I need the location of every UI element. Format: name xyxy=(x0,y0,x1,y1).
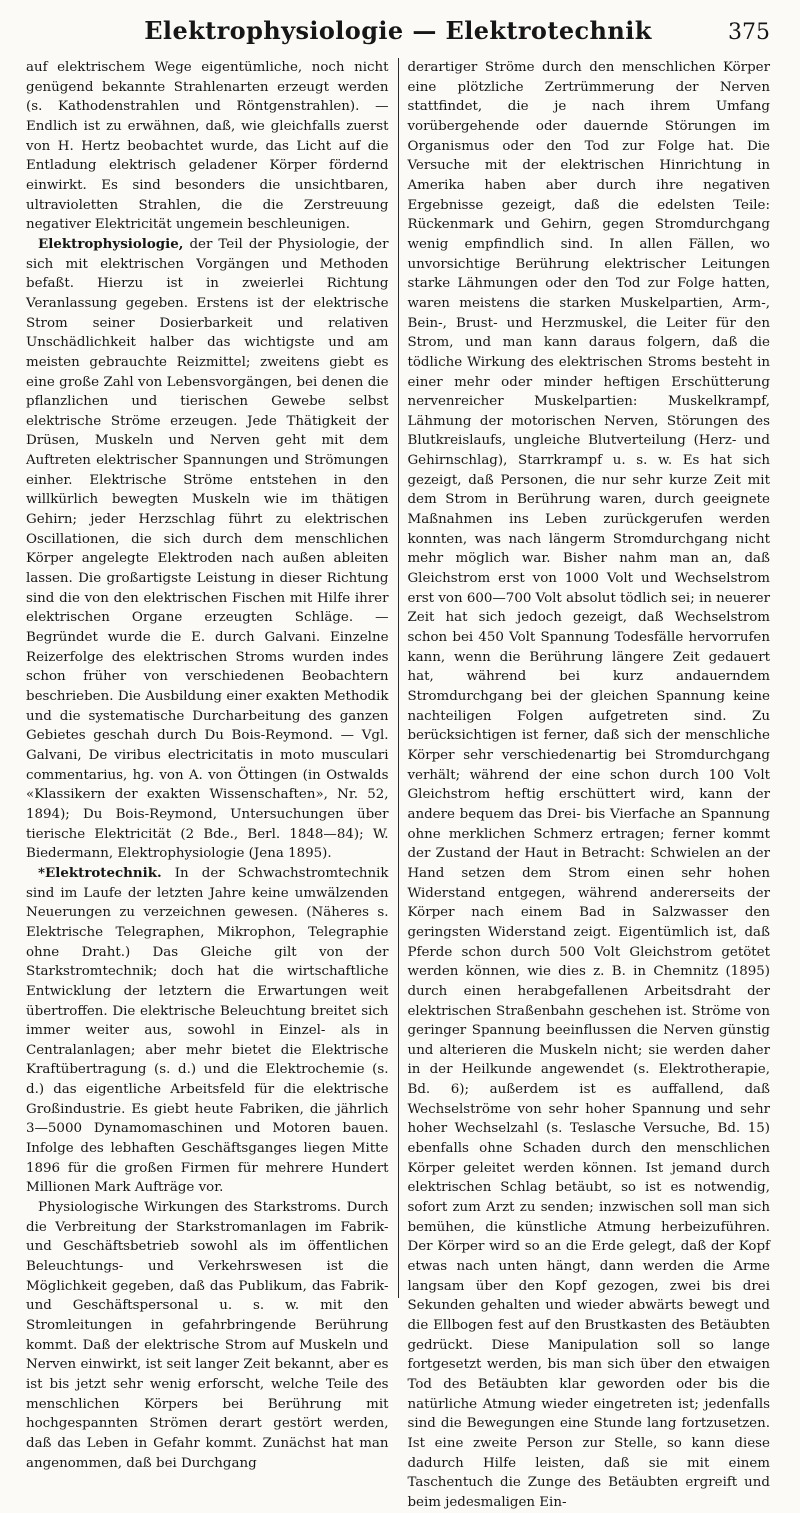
entry-headword: Elektrophysiologie, xyxy=(38,235,184,252)
entry-text: In der Schwachstromtechnik sind im Laufe der letzten Jahre keine umwälzenden Neuerungen zu verzeichnen gewesen. (Näheres s. Elektrische Telegraphen, Mikrophon, Telegraphie ohne Draht.) Das Gleiche gilt von der Starkstromtechnik; doch hat die wirtschaftliche Entwicklung der letztern die Erwartungen weit übertroffen. Die elektrische Beleuchtung breitet sich immer weiter aus, sowohl in Einzel- als in Centralanlagen; aber mehr bietet die Elektrische Kraftübertragung (s. d.) und die Elektrochemie (s. d.) das eigentliche Arbeitsfeld für die elektrische Großindustrie. Es giebt heute Fabriken, die jährlich 3—5000 Dynamomaschinen und Motoren bauen. Infolge des lebhaften Geschäftsganges liegen Mitte 1896 für die großen Firmen für mehrere Hundert Millionen Mark Aufträge vor. xyxy=(26,865,389,1196)
left-column xyxy=(26,58,389,1471)
page-number: 375 xyxy=(728,20,770,45)
entry-headword: *Elektrotechnik. xyxy=(38,864,162,881)
text-columns xyxy=(26,58,770,1510)
paragraph: derartiger Ströme durch den menschlichen Körper eine plötzliche Zertrümmerung der Nerven stattfindet, die je nach ihrem Umfang vorübergehende oder dauernde Störungen im Organismus oder den Tod zur Folge hat. Die Versuche mit der elektrischen Hinrichtung in Amerika haben aber durch ihre negativen Ergebnisse gezeigt, daß die edelsten Teile: Rückenmark und Gehirn, gegen Stromdurchgang wenig empfindlich sind. In allen Fällen, wo unvorsichtige Berührung elektrischer Leitungen starke Lähmungen oder den Tod zur Folge hatten, waren meistens die starken Muskelpartien, Arm-, Bein-, Brust- und Herzmuskel, die Leiter für den Strom, und man kann daraus folgern, daß die tödliche Wirkung des elektrischen Stroms besteht in einer mehr oder minder heftigen Erschütterung nervenreicher Muskelpartien: Muskelkrampf, Lähmung der motorischen Nerven, Störungen des Blutkreislaufs, ungleiche Blutverteilung (Herz- und Gehirnschlag), Starrkrampf u. s. w. Es hat sich gezeigt, daß Personen, die nur sehr kurze Zeit mit dem Strom in Berührung waren, durch geeignete Maßnahmen ins Leben zurückgerufen werden konnten, was nach längerm Stromdurchgang nicht mehr möglich war. Bisher nahm man an, daß Gleichstrom erst von 1000 Volt und Wechselstrom erst von 600—700 Volt absolut tödlich sei; in neuerer Zeit hat sich jedoch gezeigt, daß Wechselstrom schon bei 450 Volt Spannung Todesfälle hervorrufen kann, wenn die Berührung längere Zeit gedauert hat, während bei kurz andauerndem Stromdurchgang bei der gleichen Spannung keine nachteiligen Folgen aufgetreten sind. Zu berücksichtigen ist ferner, daß sich der menschliche Körper sehr verschiedenartig bei Stromdurchgang verhält; während der eine schon durch 100 Volt Gleichstrom heftig erschüttert wird, kann der andere bequem das Drei- bis Vierfache an Spannung ohne merklichen Schmerz ertragen; ferner kommt der Zustand der Haut in Betracht: Schwielen an der Hand setzen dem Strom einen sehr hohen Widerstand entgegen, während andererseits der Körper nach einem Bad in Salzwasser den geringsten Widerstand zeigt. Eigentümlich ist, daß Pferde schon durch 500 Volt Gleichstrom getötet werden können, wie dies z. B. in Chemnitz (1895) durch einen herabgefallenen Arbeitsdraht der elektrischen Straßenbahn geschehen ist. Ströme von geringer Spannung beeinflussen die Nerven günstig und alterieren die Muskeln nicht; sie werden daher in der Heilkunde angewendet (s. Elektrotherapie, Bd. 6); außerdem ist es auffallend, daß Wechselströme von sehr hoher Spannung und sehr hoher Wechselzahl (s. Teslasche Versuche, Bd. 15) ebenfalls ohne Schaden durch den menschlichen Körper geleitet werden können. Ist jemand durch elektrischen Schlag betäubt, so ist es notwendig, sofort zum Arzt zu senden; inzwischen soll man sich bemühen, die künstliche Atmung herbeizuführen. Der Körper wird so an die Erde gelegt, daß der Kopf etwas nach unten hängt, dann werden die Arme langsam über den Kopf gezogen, zwei bis drei Sekunden gehalten und wieder abwärts bewegt und die Ellbogen fest auf den Brustkasten des Betäubten gedrückt. Diese Manipulation soll so lange fortgesetzt werden, bis man sich über den etwaigen Tod des Betäubten klar geworden oder bis die natürliche Atmung wieder eingetreten ist; jedenfalls sind die Bewegungen eine Stunde lang fortzusetzen. Ist eine zweite Person zur Stelle, so kann diese dadurch Hilfe leisten, daß sie mit einem Taschentuch die Zunge des Betäubten ergreift und beim jedesmaligen Ein- xyxy=(407,60,770,1510)
article-elektrophysiologie xyxy=(26,235,389,864)
right-column xyxy=(407,58,770,1510)
article-elektrotechnik xyxy=(26,864,389,1198)
paragraph: Physiologische Wirkungen des Starkstroms. Durch die Verbreitung der Starkstromanlagen im Fabrik- und Geschäftsbetrieb sowohl als im öffentlichen Beleuchtungs- und Verkehrswesen ist die Möglichkeit gegeben, daß das Publikum, das Fabrik- und Geschäftspersonal u. s. w. mit den Stromleitungen in gefahrbringende Berührung kommt. Daß der elektrische Strom auf Muskeln und Nerven einwirkt, ist seit langer Zeit bekannt, aber es ist bis jetzt sehr wenig erforscht, welche Teile des menschlichen Körpers bei Berührung mit hochgespannten Strömen derart gestört werden, daß das Leben in Gefahr kommt. Zunächst hat man angenommen, daß bei Durchgang xyxy=(26,1200,389,1471)
page-header xyxy=(26,0,770,58)
column-divider xyxy=(398,58,399,1298)
running-title: Elektrophysiologie — Elektrotechnik xyxy=(144,16,652,45)
paragraph: auf elektrischem Wege eigentümliche, noch nicht genügend bekannte Strahlenarten erzeugt werden (s. Kathodenstrahlen und Röntgenstrahlen). — Endlich ist zu erwähnen, daß, wie gleichfalls zuerst von H. Hertz beobachtet wurde, das Licht auf die Entladung elektrisch geladener Körper fördernd einwirkt. Es sind besonders die unsichtbaren, ultravioletten Strahlen, die die Zerstreuung negativer Elektricität ungemein beschleunigen. xyxy=(26,60,389,233)
entry-text: der Teil der Physiologie, der sich mit elektrischen Vorgängen und Methoden befaßt. Hierzu ist in zweierlei Richtung Veranlassung gegeben. Erstens ist der elektrische Strom seiner Dosierbarkeit und relativen Unschädlichkeit halber das wichtigste und am meisten gebrauchte Reizmittel; zweitens giebt es eine große Zahl von Lebensvorgängen, bei denen die pflanzlichen und tierischen Gewebe selbst elektrische Ströme erzeugen. Jede Thätigkeit der Drüsen, Muskeln und Nerven geht mit dem Auftreten elektrischer Spannungen und Strömungen einher. Elektrische Ströme entstehen in den willkürlich bewegten Muskeln wie im thätigen Gehirn; jeder Herzschlag führt zu elektrischen Oscillationen, die sich durch dem menschlichen Körper angelegte Elektroden nach außen ableiten lassen. Die großartigste Leistung in dieser Richtung sind die von den elektrischen Fischen mit Hilfe ihrer elektrischen Organe erzeugten Schläge. — Begründet wurde die E. durch Galvani. Einzelne Reizerfolge des elektrischen Stroms wurden indes schon früher von verschiedenen Beobachtern beschrieben. Die Ausbildung einer exakten Methodik und die systematische Durcharbeitung des ganzen Gebietes geschah durch Du Bois-Reymond. — Vgl. Galvani, De viribus electricitatis in moto musculari commentarius, hg. von A. von Öttingen (in Ostwalds «Klassikern der exakten Wissenschaften», Nr. 52, 1894); Du Bois-Reymond, Untersuchungen über tierische Elektricität (2 Bde., Berl. 1848—84); W. Biedermann, Elektrophysiologie (Jena 1895). xyxy=(26,236,389,862)
